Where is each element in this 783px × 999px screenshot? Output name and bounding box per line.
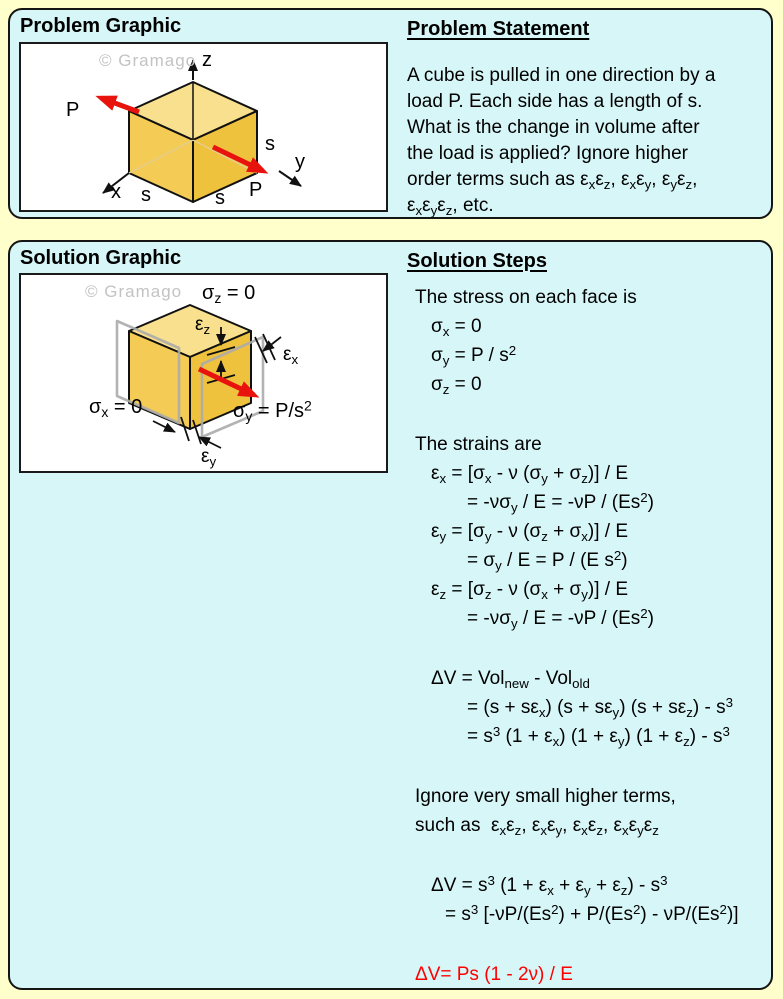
problem-statement-section xyxy=(407,18,783,219)
solution-panel-title: Solution Graphic xyxy=(20,247,182,269)
solution-steps-section xyxy=(407,250,783,989)
step-line: such as $\varepsilon_x\varepsilon_z$, $\varepsilon_x\varepsilon_y$, $\varepsilon_x\varepsilon_z$, $\varepsilon_x\varepsilon_y\varepsilon_z$ xyxy=(415,815,659,838)
eps-y-label: $\varepsilon_y$ xyxy=(201,446,217,469)
step-line: = $-\nu\sigma_y / E = -\nu P / (Es^2)$ xyxy=(467,606,654,631)
problem-statement-title: Problem Statement xyxy=(407,18,590,40)
y-axis-label: y xyxy=(295,151,305,173)
step-line: $\sigma_x = 0$ xyxy=(431,316,482,339)
statement-line: order terms such as $\varepsilon_x\varepsilon_z$, $\varepsilon_x\varepsilon_y$, $\varepsilon_y\varepsilon_z$, xyxy=(407,169,698,192)
solution-cube-graphic xyxy=(21,275,386,471)
side-s-bottom-right-label: s xyxy=(215,187,225,209)
step-line: = $s^3$ $[-\nu P/(Es^2) + P/(Es^2) - \nu P/(Es^2)]$ xyxy=(445,902,739,925)
eps-z-label: $\varepsilon_z$ xyxy=(195,314,211,337)
step-line: = $(s + s\varepsilon_x)$ $(s + s\varepsilon_y)$ $(s + s\varepsilon_z) - s^3$ xyxy=(467,695,734,720)
eps-x-label: $\varepsilon_x$ xyxy=(283,344,299,367)
solution-steps-title: Solution Steps xyxy=(407,250,547,272)
step-line: $\varepsilon_x = [\sigma_x - \nu$ $(\sigma_y + \sigma_z)] / E$ xyxy=(431,463,629,486)
step-line: $\Delta V = s^3$ $(1 + \varepsilon_x + \varepsilon_y + \varepsilon_z) - s^3$ xyxy=(431,873,668,898)
step-line: $\varepsilon_y = [\sigma_y - \nu$ $(\sigma_z + \sigma_x)] / E$ xyxy=(431,521,629,544)
step-line: Ignore very small higher terms, xyxy=(415,786,676,807)
watermark: © Gramago xyxy=(85,282,183,301)
solution-graphic-box xyxy=(19,273,388,473)
load-p-left-label: P xyxy=(66,99,80,121)
problem-statement-text xyxy=(407,63,783,219)
statement-line: $\varepsilon_x\varepsilon_y\varepsilon_z$, etc. xyxy=(407,195,494,218)
statement-line: the load is applied? Ignore higher xyxy=(407,143,688,164)
sigma-x-label: $\sigma_x = 0$ xyxy=(89,396,143,421)
step-line: The stress on each face is xyxy=(415,287,637,308)
step-line: = $\sigma_y / E = P / (E$ $s^2$) xyxy=(467,548,628,573)
solution-steps-lines xyxy=(407,283,783,989)
sigma-y-label: $\sigma_y = P/s^2$ xyxy=(233,397,312,425)
load-arrow-left xyxy=(101,98,139,112)
solution-panel xyxy=(8,240,773,990)
watermark: © Gramago xyxy=(99,51,197,70)
problem-panel-title: Problem Graphic xyxy=(20,15,182,37)
statement-line: A cube is pulled in one direction by a xyxy=(407,65,716,86)
step-line: The strains are xyxy=(415,434,542,455)
step-line: ΔV= Ps (1 - 2ν) / E xyxy=(415,964,573,985)
side-s-right-label: s xyxy=(265,133,275,155)
step-line: $\sigma_z = 0$ xyxy=(431,374,482,397)
problem-graphic-box xyxy=(19,42,388,212)
statement-line: What is the change in volume after xyxy=(407,117,700,138)
statement-line: load P. Each side has a length of s. xyxy=(407,91,703,112)
step-line: $\varepsilon_z = [\sigma_z - \nu$ $(\sigma_x + \sigma_y)] / E$ xyxy=(431,579,629,602)
z-axis-label: z xyxy=(202,49,212,71)
y-axis xyxy=(279,171,301,186)
step-line: $\sigma_y = P / s^2$ xyxy=(431,343,517,368)
x-axis-label: x xyxy=(111,181,121,203)
problem-panel xyxy=(8,8,773,219)
step-line: = $s^3$ $(1 + \varepsilon_x)$ $(1 + \varepsilon_y)$ $(1 + \varepsilon_z) - s^3$ xyxy=(467,724,730,749)
sigma-z-label: $\sigma_z = 0$ xyxy=(202,282,256,307)
load-p-right-label: P xyxy=(249,179,263,201)
step-line: = $-\nu\sigma_y / E = -\nu P / (Es^2)$ xyxy=(467,490,654,515)
step-line: ΔV = Vol$_{new}$ - Vol$_{old}$ xyxy=(431,668,590,691)
side-s-bottom-left-label: s xyxy=(141,184,151,206)
